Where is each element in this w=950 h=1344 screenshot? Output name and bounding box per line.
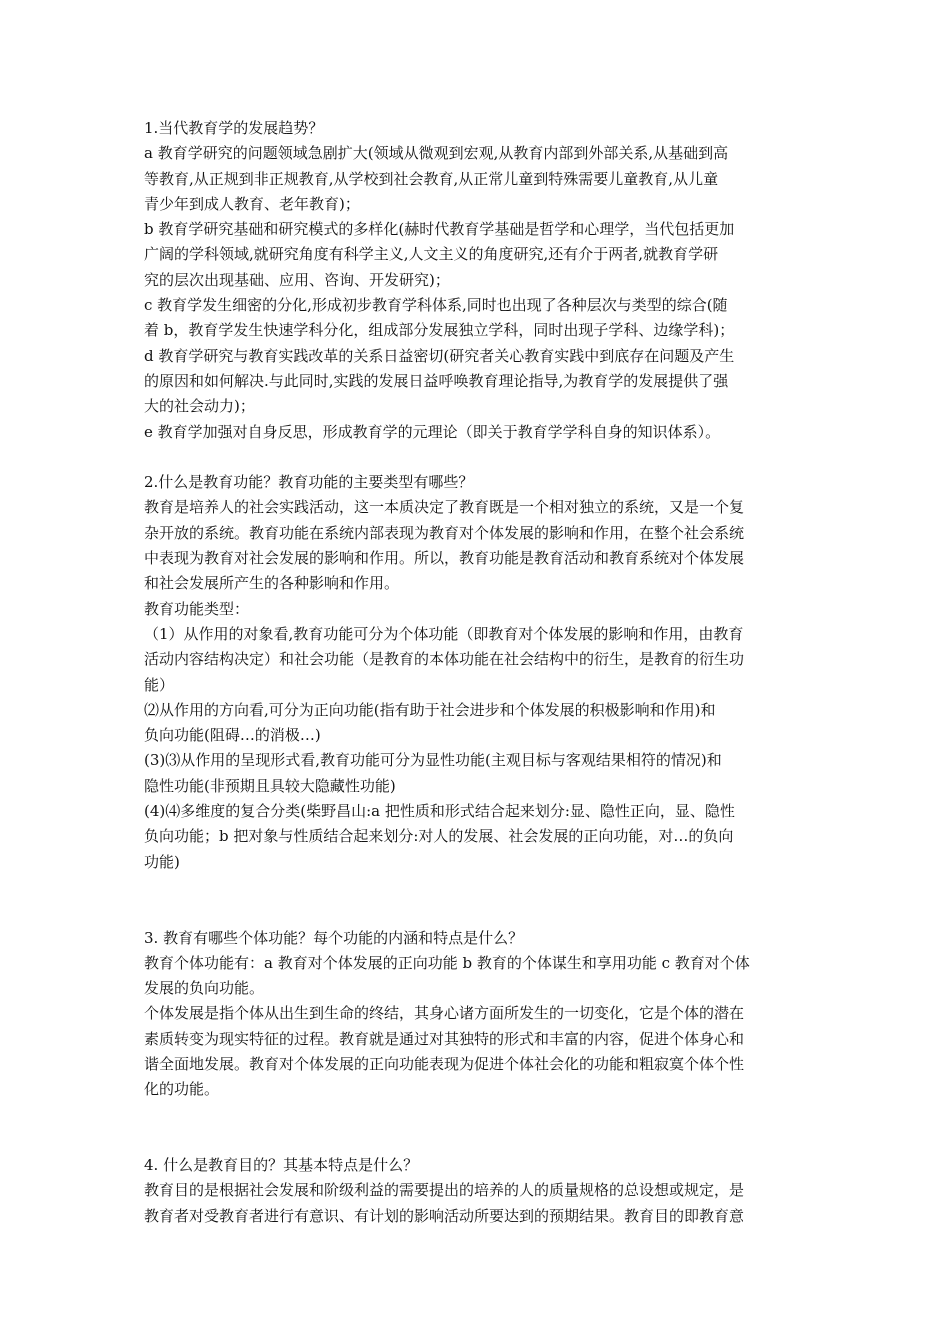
section-3-line-6: 化的功能。 <box>144 1080 220 1099</box>
section-2-line-11: (3)⑶从作用的呈现形式看,教育功能可分为显性功能(主观目标与客观结果相符的情况)和 <box>144 751 722 770</box>
section-3-line-2: 发展的负向功能。 <box>144 979 265 998</box>
section-1-line-10: 的原因和如何解决.与此同时,实践的发展日益呼唤教育理论指导,为教育学的发展提供了强 <box>144 371 729 390</box>
section-1-line-8: 着 b，教育学发生快速学科分化，组成部分发展独立学科，同时出现子学科、边缘学科)； <box>144 321 735 340</box>
section-1-line-2: 等教育,从正规到非正规教育,从学校到社会教育,从正常儿童到特殊需要儿童教育,从儿童 <box>144 169 719 188</box>
section-2-line-12: 隐性功能(非预期且具较大隐藏性功能) <box>144 776 396 795</box>
section-1-line-4: b 教育学研究基础和研究模式的多样化(赫时代教育学基础是哲学和心理学，当代包括更加 <box>144 220 735 239</box>
section-2-line-9: ⑵从作用的方向看,可分为正向功能(指有助于社会进步和个体发展的积极影响和作用)和 <box>144 700 716 719</box>
section-2-line-6: （1）从作用的对象看,教育功能可分为个体功能（即教育对个体发展的影响和作用，由教育 <box>144 624 744 643</box>
section-spacer <box>144 445 814 470</box>
section-spacer <box>144 1103 814 1128</box>
section-3-title: 3. 教育有哪些个体功能？每个功能的内涵和特点是什么？ <box>144 928 524 947</box>
section-1-line-3: 青少年到成人教育、老年教育)； <box>144 194 360 213</box>
section-spacer <box>144 875 814 900</box>
section-1-line-7: c 教育学发生细密的分化,形成初步教育学科体系,同时也出现了各种层次与类型的综合(随 <box>144 296 728 315</box>
section-2-title: 2.什么是教育功能？教育功能的主要类型有哪些？ <box>144 473 474 492</box>
section-2-line-2: 杂开放的系统。教育功能在系统内部表现为教育对个体发展的影响和作用，在整个社会系统 <box>144 523 745 542</box>
section-2-line-1: 教育是培养人的社会实践活动，这一本质决定了教育既是一个相对独立的系统，又是一个复 <box>144 498 745 517</box>
section-4-line-1: 教育目的是根据社会发展和阶级利益的需要提出的培养的人的质量规格的总设想或规定，是 <box>144 1181 745 1200</box>
section-1-line-1: a 教育学研究的问题领域急剧扩大(领域从微观到宏观,从教育内部到外部关系,从基础到高 <box>144 144 729 163</box>
section-2-line-4: 和社会发展所产生的各种影响和作用。 <box>144 574 400 593</box>
section-3-line-5: 谐全面地发展。教育对个体发展的正向功能表现为促进个体社会化的功能和粗寂寞个体个性 <box>144 1054 745 1073</box>
section-2-line-8: 能） <box>144 675 175 694</box>
section-spacer <box>144 900 814 925</box>
section-1-line-11: 大的社会动力)； <box>144 397 255 416</box>
section-1-line-5: 广阔的学科领域,就研究角度有科学主义,人文主义的角度研究,还有介于两者,就教育学研 <box>144 245 719 264</box>
section-1-line-12: e 教育学加强对自身反思，形成教育学的元理论（即关于教育学学科自身的知识体系）。 <box>144 422 721 441</box>
document-page <box>144 116 814 1229</box>
section-2-line-5: 教育功能类型： <box>144 599 250 618</box>
section-2-line-15: 功能) <box>144 852 180 871</box>
section-4-title: 4. 什么是教育目的？其基本特点是什么？ <box>144 1156 419 1175</box>
section-1-line-6: 究的层次出现基础、应用、咨询、开发研究)； <box>144 270 450 289</box>
section-2-line-14: 负向功能；b 把对象与性质结合起来划分:对人的发展、社会发展的正向功能，对…的负向 <box>144 827 734 846</box>
section-spacer <box>144 1128 814 1153</box>
section-1-title: 1.当代教育学的发展趋势？ <box>144 119 324 137</box>
section-2-line-10: 负向功能(阻碍…的消极…) <box>144 726 321 745</box>
section-2-line-3: 中表现为教育对社会发展的影响和作用。所以，教育功能是教育活动和教育系统对个体发展 <box>144 549 745 568</box>
section-2-line-7: 活动内容结构决定）和社会功能（是教育的本体功能在社会结构中的衍生，是教育的衍生功 <box>144 650 745 669</box>
section-3-line-3: 个体发展是指个体从出生到生命的终结，其身心诸方面所发生的一切变化，它是个体的潜在 <box>144 1004 745 1023</box>
section-3-line-4: 素质转变为现实特征的过程。教育就是通过对其独特的形式和丰富的内容，促进个体身心和 <box>144 1029 745 1048</box>
section-1-line-9: d 教育学研究与教育实践改革的关系日益密切(研究者关心教育实践中到底存在问题及产生 <box>144 346 735 365</box>
section-3-line-1: 教育个体功能有：a 教育对个体发展的正向功能 b 教育的个体谋生和享用功能 c 教育对个体 <box>144 953 750 972</box>
section-2-line-13: (4)⑷多维度的复合分类(柴野昌山:a 把性质和形式结合起来划分:显、隐性正向，显、隐性 <box>144 802 735 821</box>
section-4-line-2: 教育者对受教育者进行有意识、有计划的影响活动所要达到的预期结果。教育目的即教育意 <box>144 1206 745 1225</box>
